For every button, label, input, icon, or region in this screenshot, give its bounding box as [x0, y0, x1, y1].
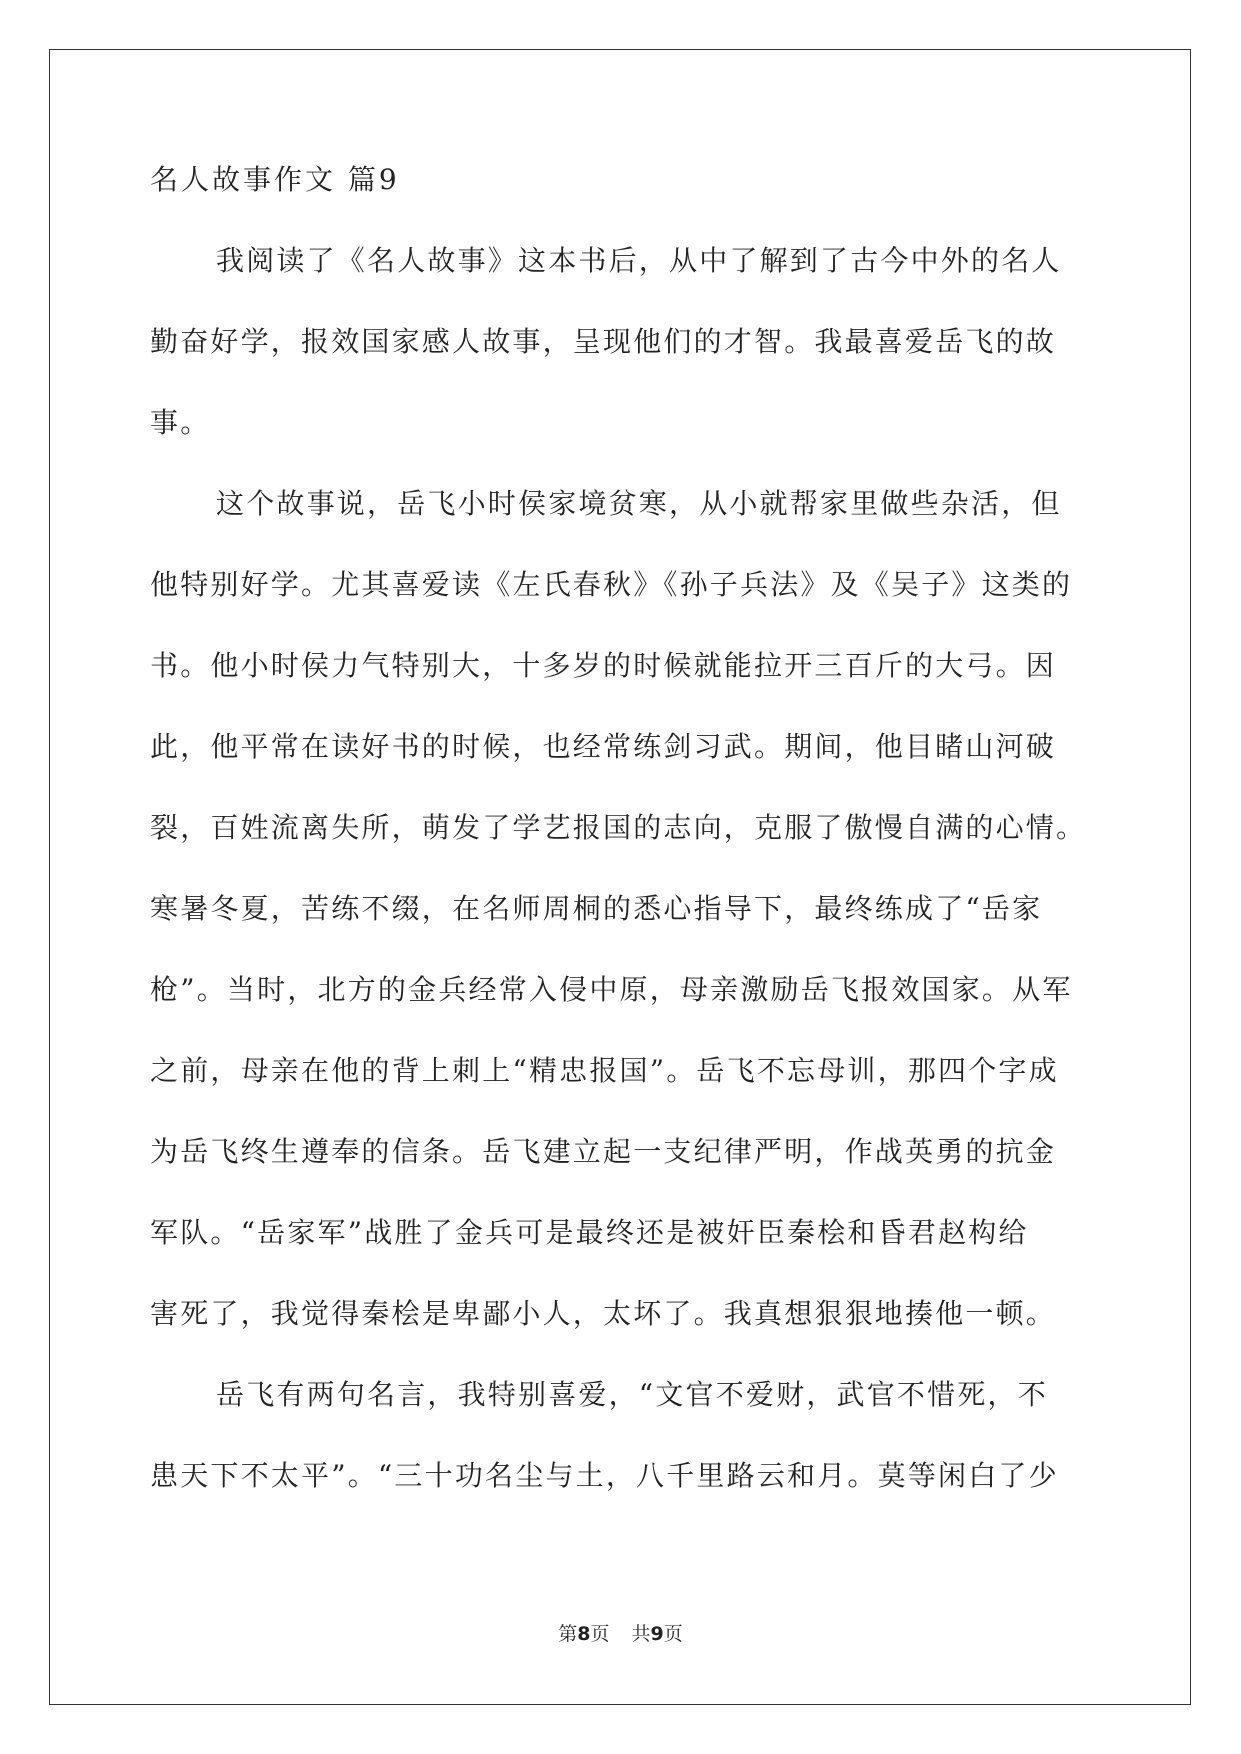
total-pages-number: 9: [650, 1623, 664, 1645]
text-line: 寒暑冬夏，苦练不缀，在名师周桐的悉心指导下，最终练成了“岳家: [150, 892, 1043, 925]
text-line: 军队。“岳家军”战胜了金兵可是最终还是被奸臣秦桧和昏君赵构给: [150, 1216, 1029, 1249]
paragraph-lines: [150, 241, 1090, 1496]
text-line: 为岳飞终生遵奉的信条。岳飞建立起一支纪律严明，作战英勇的抗金: [150, 1135, 1057, 1168]
page-suffix: 页: [590, 1623, 610, 1645]
total-suffix: 页: [663, 1623, 683, 1645]
text-line: 事。: [150, 406, 211, 439]
document-body: [150, 160, 1090, 1537]
text-line: 岳飞有两句名言，我特别喜爱，“文官不爱财，武官不惜死，不: [216, 1378, 1048, 1411]
text-line: 患天下不太平”。“三十功名尘与土，八千里路云和月。莫等闲白了少: [150, 1459, 1059, 1492]
text-line: 害死了，我觉得秦桧是卑鄙小人，太坏了。我真想狠狠地揍他一顿。: [150, 1297, 1057, 1330]
text-line: 勤奋好学，报效国家感人故事，呈现他们的才智。我最喜爱岳飞的故: [150, 325, 1057, 358]
document-heading: 名人故事作文 篇9: [150, 163, 400, 196]
text-line: 我阅读了《名人故事》这本书后，从中了解到了古今中外的名人: [216, 244, 1062, 277]
total-prefix: 共: [631, 1623, 651, 1645]
text-line: 此，他平常在读好书的时候，也经常练剑习武。期间，他目睹山河破: [150, 730, 1057, 763]
text-line: 之前，母亲在他的背上刺上“精忠报国”。岳飞不忘母训，那四个字成: [150, 1054, 1059, 1087]
current-page-number: 8: [577, 1623, 591, 1645]
page-footer: [0, 1619, 1241, 1646]
page-prefix: 第: [558, 1623, 578, 1645]
text-line: 书。他小时侯力气特别大，十多岁的时候就能拉开三百斤的大弓。因: [150, 649, 1057, 682]
text-line: 这个故事说，岳飞小时侯家境贫寒，从小就帮家里做些杂活，但: [216, 487, 1062, 520]
text-line: 裂，百姓流离失所，萌发了学艺报国的志向，克服了傲慢自满的心情。: [150, 811, 1087, 844]
text-line: 他特别好学。尤其喜爱读《左氏春秋》《孙子兵法》及《吴子》这类的: [150, 568, 1073, 601]
text-line: 枪”。当时，北方的金兵经常入侵中原，母亲激励岳飞报效国家。从军: [150, 973, 1073, 1006]
